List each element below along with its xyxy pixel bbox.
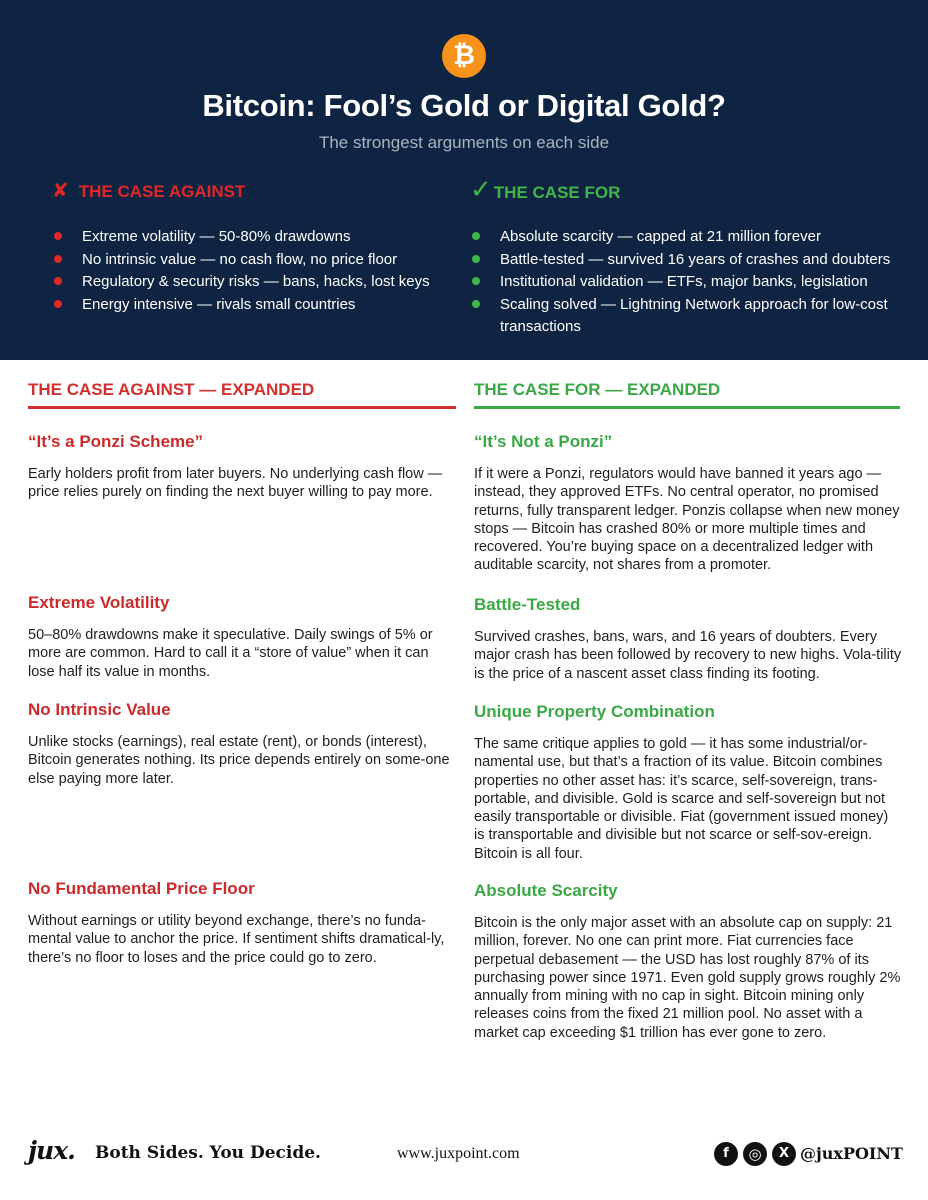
against-section-ponzi xyxy=(28,432,454,502)
section-body: The same critique applies to gold — it has some industrial/or-namental use, but that’s a fraction of its value. Bitcoin combines properties no other asset has: it’s scarce, self-sovereign, trans-portable, and divisible. Gold is scarce and self-sovereign but not easily transportable or divisible. Fiat (government issued money) is transportable and divisible but not scarce or self-sov-ereign. Bitcoin is all four. xyxy=(474,736,889,862)
section-body: Unlike stocks (earnings), real estate (rent), or bonds (interest), Bitcoin generates nothing. Its price depends entirely on some-one else paying more later. xyxy=(28,734,450,787)
section-title: No Intrinsic Value xyxy=(28,700,171,719)
bullet-icon xyxy=(472,300,480,308)
for-divider xyxy=(474,406,900,409)
page-title: Bitcoin: Fool’s Gold or Digital Gold? xyxy=(202,88,726,123)
brand-logo: jux. xyxy=(28,1136,75,1165)
for-section-not-ponzi xyxy=(474,432,902,575)
section-title: “It’s a Ponzi Scheme” xyxy=(28,432,204,451)
case-for-label: THE CASE FOR xyxy=(493,183,621,202)
instagram-icon[interactable]: ◎ xyxy=(743,1142,767,1166)
website-link[interactable]: www.juxpoint.com xyxy=(397,1145,520,1162)
against-divider xyxy=(28,406,456,409)
list-item: Battle-tested — survived 16 years of crashes and doubters xyxy=(472,249,902,272)
case-for-list xyxy=(472,226,902,339)
case-against-heading xyxy=(52,178,245,202)
section-body: Early holders profit from later buyers. No underlying cash flow — price relies purely on finding the next buyer willing to pay more. xyxy=(28,466,443,501)
section-title: Unique Property Combination xyxy=(474,702,715,721)
bullet-icon xyxy=(472,255,480,263)
social-icons xyxy=(714,1142,796,1166)
list-item: Institutional validation — ETFs, major banks, legislation xyxy=(472,271,902,294)
list-item: Absolute scarcity — capped at 21 million forever xyxy=(472,226,902,249)
for-section-scarcity xyxy=(474,881,902,1042)
x-mark-icon: ✘ xyxy=(52,178,69,202)
bullet-icon xyxy=(54,300,62,308)
for-section-property-combination xyxy=(474,702,902,863)
bullet-icon xyxy=(472,232,480,240)
section-title: No Fundamental Price Floor xyxy=(28,879,255,898)
header-banner xyxy=(0,0,928,360)
case-for-heading xyxy=(470,175,620,205)
bullet-icon xyxy=(54,255,62,263)
section-body: If it were a Ponzi, regulators would have banned it years ago — instead, they approved ETFs. No central operator, no promised returns, fully transparent ledger. Ponzis collapse when new money stops — Bitcoin has crashed 80% or more multiple times and recovered. You’re buying space on a decentralized ledger with auditable scarcity, not shares from a promoter. xyxy=(474,466,900,574)
against-expanded-heading: THE CASE AGAINST — EXPANDED xyxy=(28,380,315,399)
against-section-intrinsic-value xyxy=(28,700,454,788)
against-section-price-floor xyxy=(28,879,454,967)
section-body: Without earnings or utility beyond exchange, there’s no funda-mental value to anchor the price. If sentiment shifts dramatical-ly, there’s no floor to loses and the price could go to zero. xyxy=(28,913,445,966)
section-title: Battle-Tested xyxy=(474,595,581,614)
for-section-battle-tested xyxy=(474,595,902,683)
list-item: Regulatory & security risks — bans, hacks, lost keys xyxy=(54,271,454,294)
bullet-icon xyxy=(472,277,480,285)
for-expanded-heading: THE CASE FOR — EXPANDED xyxy=(474,380,721,399)
section-body: Bitcoin is the only major asset with an absolute cap on supply: 21 million, forever. No one can print more. Fiat currencies face perpetual debasement — the USD has lost roughly 87% of its purchasing power since 1971. Even gold supply grows roughly 2% annually from mining with no cap in sight. Bitcoin mining only releases coins from the fixed 21 million pool. No asset with a market cap exceeding $1 trillion has ever gone to zero. xyxy=(474,915,901,1041)
section-title: Absolute Scarcity xyxy=(474,881,618,900)
list-item: Extreme volatility — 50-80% drawdowns xyxy=(54,226,454,249)
case-against-label: THE CASE AGAINST xyxy=(78,182,246,201)
bullet-icon xyxy=(54,277,62,285)
checkmark-icon: ✓ xyxy=(470,175,492,205)
against-section-volatility xyxy=(28,593,454,681)
x-icon[interactable]: X xyxy=(772,1142,796,1166)
section-title: Extreme Volatility xyxy=(28,593,170,612)
bullet-icon xyxy=(54,232,62,240)
facebook-icon[interactable]: f xyxy=(714,1142,738,1166)
section-body: Survived crashes, bans, wars, and 16 years of doubters. Every major crash has been followed by recovery to new highs. Vola-tility is the price of a nascent asset class finding its footing. xyxy=(474,629,902,682)
list-item: Scaling solved — Lightning Network approach for low-cost transactions xyxy=(472,294,902,339)
section-body: 50–80% drawdowns make it speculative. Daily swings of 5% or more are common. Hard to call it a “store of value” when it can lose half its value in months. xyxy=(28,627,433,680)
bitcoin-logo-icon: ₿ xyxy=(442,34,486,78)
list-item: Energy intensive — rivals small countries xyxy=(54,294,454,317)
tagline: Both Sides. You Decide. xyxy=(95,1143,321,1163)
social-handle[interactable]: @juxPOINT xyxy=(800,1144,903,1163)
section-title: “It’s Not a Ponzi” xyxy=(474,432,613,451)
footer xyxy=(0,1130,928,1180)
case-against-list xyxy=(54,226,454,316)
list-item: No intrinsic value — no cash flow, no price floor xyxy=(54,249,454,272)
page-subtitle: The strongest arguments on each side xyxy=(318,133,610,152)
